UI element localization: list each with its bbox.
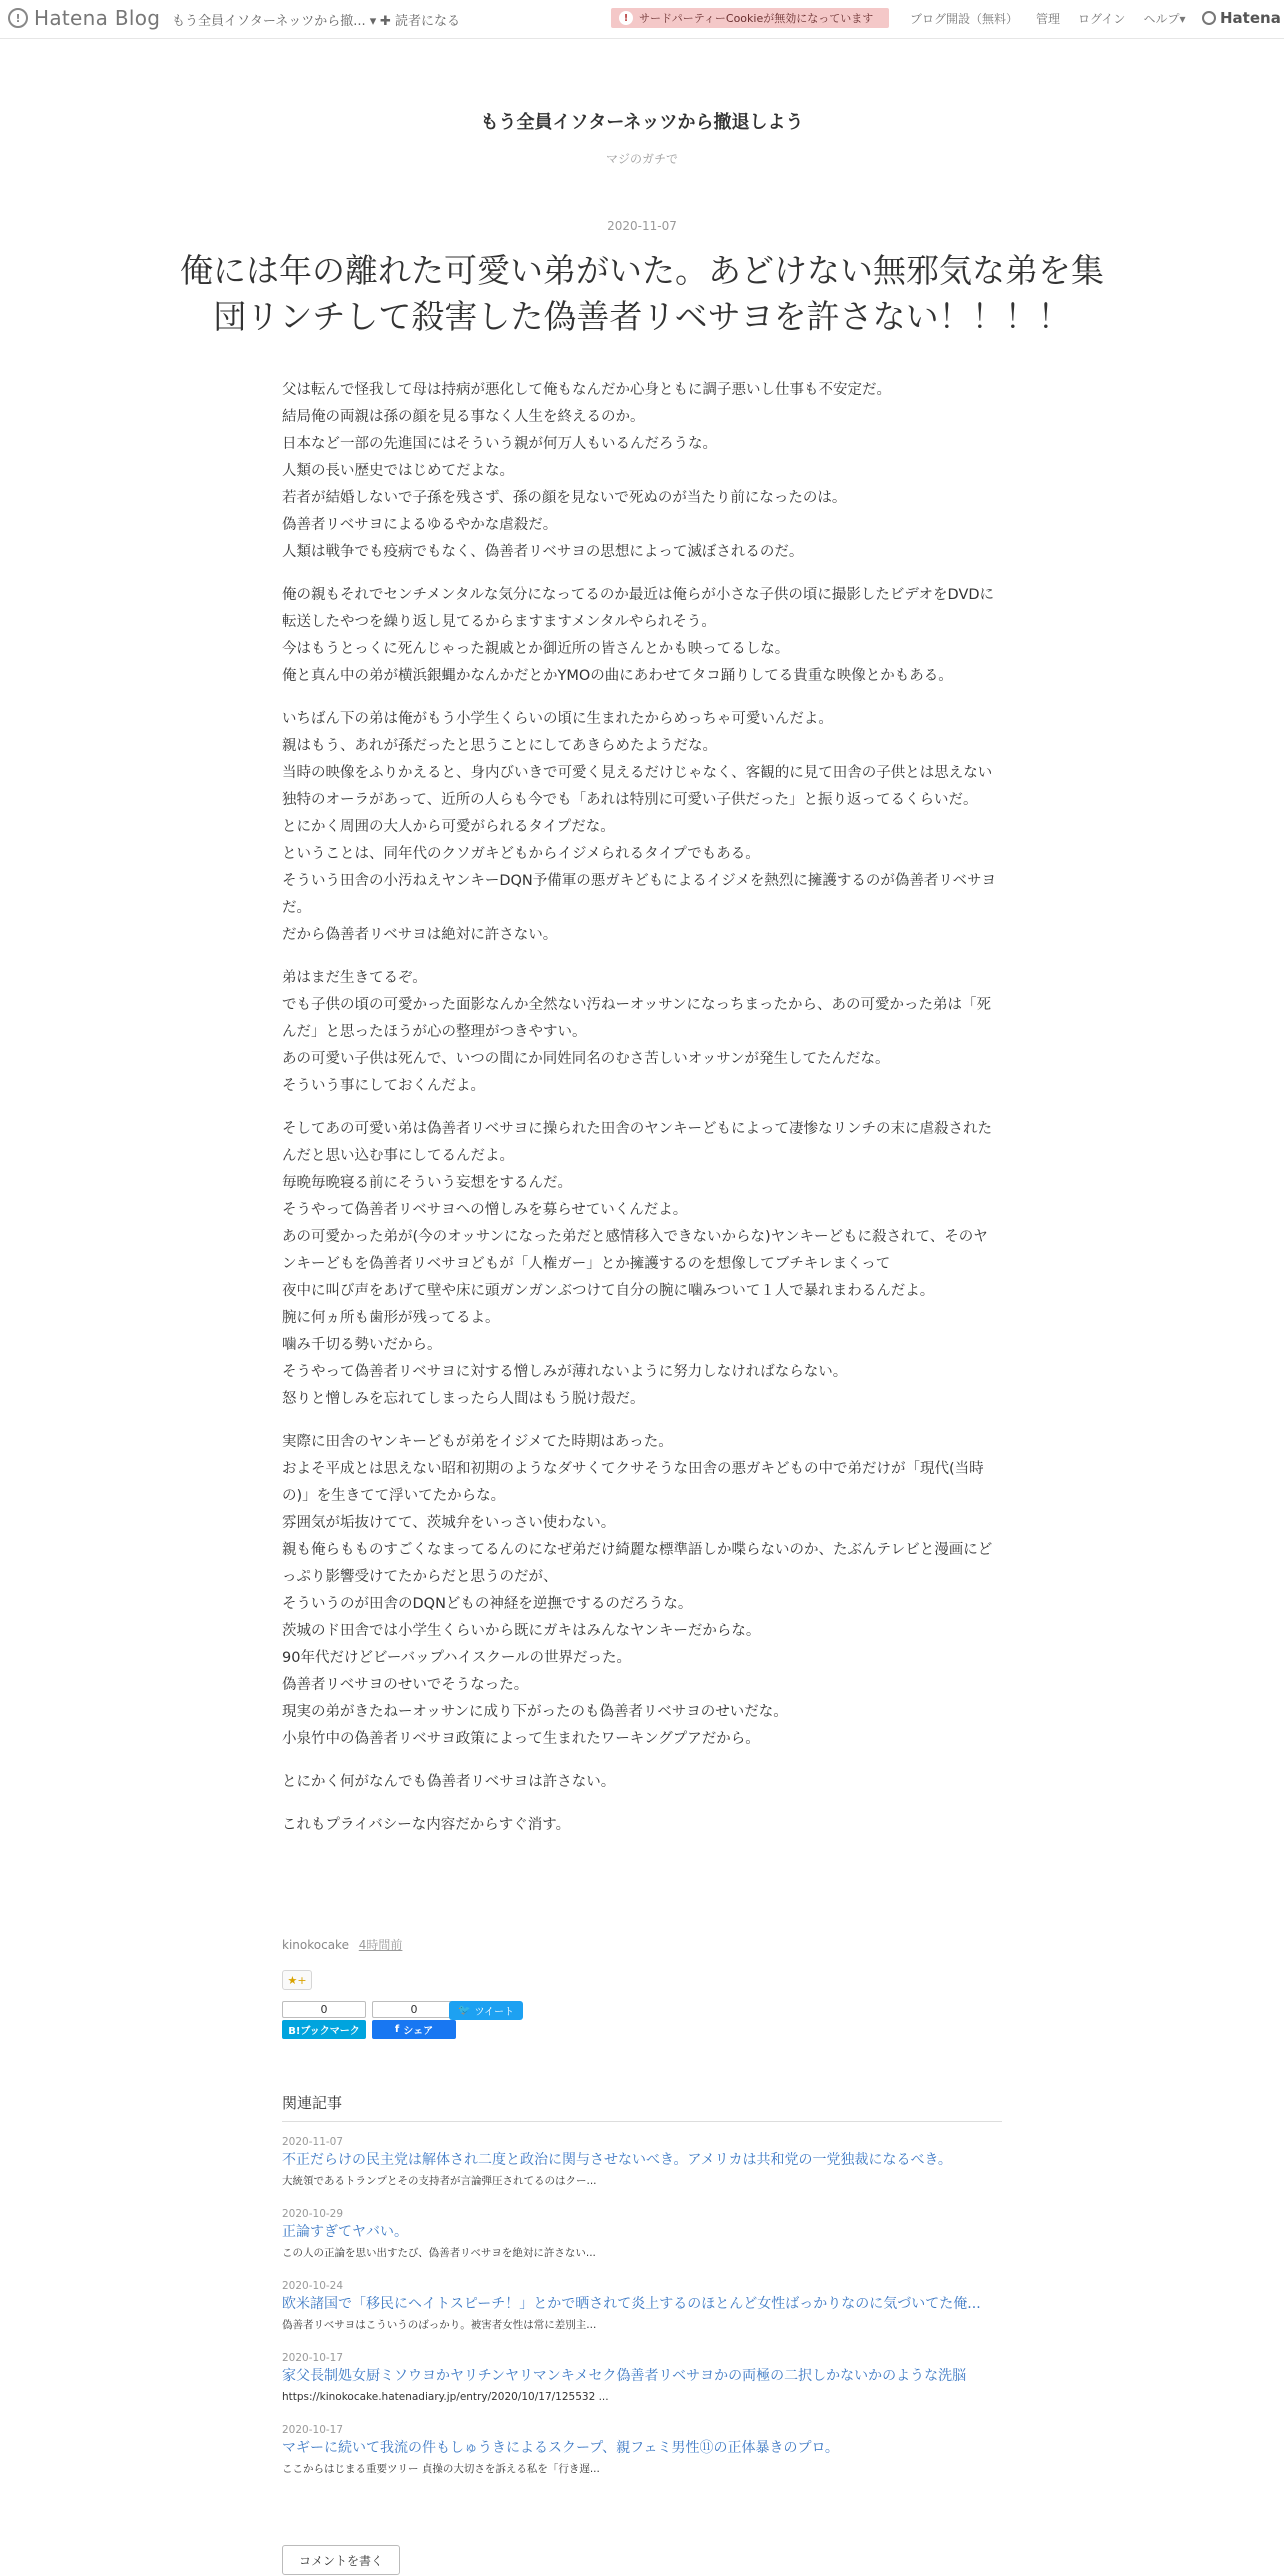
related-entry-date: 2020-10-24 [282, 2280, 344, 2292]
entry-line: 若者が結婚しないで子孫を残さず、孫の顔を見ないで死ぬのが当たり前になったのは。 [282, 490, 847, 506]
entry-line: 偽善者リベサヨのせいでそうなった。 [282, 1677, 529, 1693]
entry-line: そしてあの可愛い弟は偽善者リベサヨに操られた田舎のヤンキーどもによって凄惨なリンチの末に虐殺されたんだと思い込む事にしてるんだよ。 [282, 1121, 993, 1164]
entry-line: だから偽善者リベサヨは絶対に許さない。 [282, 927, 558, 943]
related-entry-snippet: ここからはじまる重要ツリー 貞操の大切さを訴える私を「行き遅... [282, 2463, 600, 2475]
entry-line: ということは、同年代のクソガキどもからイジメられるタイプでもある。 [282, 846, 760, 862]
entry-line: 実際に田舎のヤンキーどもが弟をイジメてた時期はあった。 [282, 1434, 673, 1450]
bookmark-button[interactable]: B!ブックマーク [282, 2020, 366, 2039]
related-entry-snippet: 偽善者リベサヨはこういうのばっかり。被害者女性は常に差別主... [282, 2319, 597, 2331]
caret-down-icon: ▾ [1179, 12, 1186, 26]
bookmark-count: 0 [282, 2001, 366, 2018]
entry-footer [282, 1936, 402, 1953]
related-entry [282, 2206, 1002, 2262]
blog-title[interactable]: もう全員イソターネッツから撤退しよう [480, 112, 804, 133]
entry-line: 偽善者リベサヨによるゆるやかな虐殺だ。 [282, 517, 558, 533]
related-entry [282, 2350, 1002, 2406]
entry-line: とにかく何がなんでも偽善者リベサヨは許さない。 [282, 1774, 616, 1790]
related-entry [282, 2134, 1002, 2190]
related-entry-date: 2020-10-17 [282, 2352, 344, 2364]
facebook-share [372, 2001, 456, 2039]
global-links [910, 10, 1185, 27]
hatena-blog-logo[interactable]: ! Hatena Blog [8, 6, 160, 30]
hatena-icon [1202, 11, 1216, 25]
related-entry-date: 2020-10-29 [282, 2208, 344, 2220]
entry-date[interactable]: 2020-11-07 [607, 219, 677, 233]
hatena-menu[interactable]: Hatena [1202, 9, 1281, 27]
blog-menu-dropdown[interactable]: もう全員イソターネッツから撤... ▾ [172, 14, 377, 29]
entry-line: 弟はまだ生きてるぞ。 [282, 970, 427, 986]
entry-paragraph [282, 1116, 1002, 1413]
author-link[interactable]: kinokocake [282, 1938, 349, 1952]
entry-paragraph [282, 965, 1002, 1100]
twitter-bird-icon: 🐦 [458, 2005, 471, 2016]
related-entries-list [282, 2134, 1002, 2494]
entry-line: これもプライバシーな内容だからすぐ消す。 [282, 1817, 571, 1833]
entry-line: でも子供の頃の可愛かった面影なんか全然ない汚ねーオッサンになっちまったから、あの可愛かった弟は「死んだ」と思ったほうが心の整理がつきやすい。 [282, 997, 992, 1040]
related-entry-date: 2020-11-07 [282, 2136, 344, 2148]
subscribe-button[interactable]: ✚ 読者になる [380, 14, 461, 29]
global-header [0, 0, 1284, 39]
entry-line: およそ平成とは思えない昭和初期のようなダサくてクサそうな田舎の悪ガキどもの中で弟だけが「現代(当時の)」を生きてて浮いてたからな。 [282, 1461, 984, 1504]
write-comment-button[interactable]: コメントを書く [282, 2545, 400, 2575]
related-entry-title[interactable]: 正論すぎてヤバい。 [282, 2224, 408, 2240]
related-entry-date: 2020-10-17 [282, 2424, 344, 2436]
cookie-notice[interactable]: ! サードパーティーCookieが無効になっています [611, 8, 889, 28]
entry-line: 腕に何ヵ所も歯形が残ってるよ。 [282, 1310, 500, 1326]
warning-icon: ! [619, 11, 633, 25]
entry-line: あの可愛い子供は死んで、いつの間にか同姓同名のむさ苦しいオッサンが発生してたんだな。 [282, 1051, 890, 1067]
related-entry-title[interactable]: 欧米諸国で「移民にヘイトスピーチ！」とかで晒されて炎上するのほとんど女性ばっかりなのに気づいてた俺... [282, 2296, 981, 2312]
caret-down-icon: ▾ [369, 14, 377, 29]
entry-paragraph [282, 1769, 1002, 1796]
facebook-count: 0 [372, 2001, 456, 2018]
entry-line: 当時の映像をふりかえると、身内びいきで可愛く見えるだけじゃなく、客観的に見て田舎の子供とは思えない独特のオーラがあって、近所の人らも今でも「あれは特別に可愛い子供だった」と振り返ってるくらいだ。 [282, 765, 993, 808]
entry-line: そういうのが田舎のDQNどもの神経を逆撫でするのだろうな。 [282, 1596, 693, 1612]
entry-line: いちばん下の弟は俺がもう小学生くらいの頃に生まれたからめっちゃ可愛いんだよ。 [282, 711, 833, 727]
entry-line: 小泉竹中の偽善者リベサヨ政策によって生まれたワーキングプアだから。 [282, 1731, 760, 1747]
blog-description: マジのガチで [605, 152, 678, 166]
related-entry-snippet: この人の正論を思い出すたび、偽善者リベサヨを絶対に許さない... [282, 2247, 596, 2259]
entry-line: 毎晩毎晩寝る前にそういう妄想をするんだ。 [282, 1175, 572, 1191]
entry-line: 夜中に叫び声をあげて壁や床に頭ガンガンぶつけて自分の腕に噛みついて１人で暴れまわるんだよ。 [282, 1283, 935, 1299]
entry-line: 今はもうとっくに死んじゃった親戚とか御近所の皆さんとかも映ってるしな。 [282, 641, 790, 657]
entry-line: 日本など一部の先進国にはそういう親が何万人もいるんだろうな。 [282, 436, 717, 452]
hatena-logo-icon: ! [8, 8, 28, 28]
admin-link[interactable]: 管理 [1036, 12, 1061, 26]
entry-line: 現実の弟がきたねーオッサンに成り下がったのも偽善者リベサヨのせいだな。 [282, 1704, 788, 1720]
entry-line: 俺と真ん中の弟が横浜銀蝿かなんかだとかYMOの曲にあわせてタコ踊りしてる貴重な映像とかもある。 [282, 668, 953, 684]
entry-line: そうやって偽善者リベサヨへの憎しみを募らせていくんだよ。 [282, 1202, 688, 1218]
entry-line: 結局俺の両親は孫の顔を見る事なく人生を終えるのか。 [282, 409, 645, 425]
entry-paragraph [282, 582, 1002, 690]
login-link[interactable]: ログイン [1078, 12, 1126, 26]
entry-paragraph [282, 706, 1002, 949]
entry-line: 雰囲気が垢抜けてて、茨城弁をいっさい使わない。 [282, 1515, 616, 1531]
add-star-button[interactable]: ★+ [282, 1970, 312, 1990]
related-entry-title[interactable]: 家父長制処女厨ミソウヨかヤリチンヤリマンキメセク偽善者リベサヨかの両極の二択しかないかのような洗脳 [282, 2368, 967, 2384]
entry-content [282, 377, 1002, 1855]
facebook-icon: f [394, 2024, 400, 2035]
entry-line: 人類の長い歴史ではじめてだよな。 [282, 463, 514, 479]
entry-line: 茨城のド田舎では小学生くらいから既にガキはみんなヤンキーだからな。 [282, 1623, 761, 1639]
entry-line: そういう田舎の小汚ねえヤンキーDQN予備軍の悪ガキどもによるイジメを熱烈に擁護するのが偽善者リベサヨだ。 [282, 873, 997, 916]
related-entry [282, 2422, 1002, 2478]
related-entry-title[interactable]: 不正だらけの民主党は解体され二度と政治に関与させないべき。アメリカは共和党の一党独裁になるべき。 [282, 2152, 952, 2168]
related-entry-snippet: https://kinokocake.hatenadiary.jp/entry/2020/10/17/125532 ... [282, 2391, 609, 2403]
open-blog-link[interactable]: ブログ開設（無料） [910, 12, 1019, 26]
related-entries-heading: 関連記事 [282, 2092, 1002, 2122]
entry-line: 噛み千切る勢いだから。 [282, 1337, 442, 1353]
plus-icon: ✚ [380, 14, 391, 29]
entry-line: 父は転んで怪我して母は持病が悪化して俺もなんだか心身ともに調子悪いし仕事も不安定だ。 [282, 382, 891, 398]
entry-line: そうやって偽善者リベサヨに対する憎しみが薄れないように努力しなければならない。 [282, 1364, 848, 1380]
related-entry [282, 2278, 1002, 2334]
entry-paragraph [282, 1429, 1002, 1753]
hatena-bookmark-share [282, 2001, 366, 2039]
related-entry-snippet: 大統領であるトランプとその支持者が言論弾圧されてるのはクー... [282, 2175, 597, 2187]
entry-line: 親も俺らもものすごくなまってるんのになぜ弟だけ綺麗な標準語しか喋らないのか、たぶんテレビと漫画にどっぷり影響受けてたからだと思うのだが、 [282, 1542, 993, 1585]
entry-line: 親はもう、あれが孫だったと思うことにしてあきらめたようだな。 [282, 738, 717, 754]
entry-title[interactable]: 俺には年の離れた可愛い弟がいた。あどけない無邪気な弟を集団リンチして殺害した偽善者リベサヨを許さない！！！！ [180, 251, 1104, 336]
tweet-button[interactable]: 🐦 ツイート [449, 2001, 523, 2020]
entry-line: そういう事にしておくんだよ。 [282, 1078, 485, 1094]
entry-time-link[interactable]: 4時間前 [358, 1938, 403, 1952]
related-entry-title[interactable]: マギーに続いて我流の件もしゅうきによるスクープ、親フェミ男性⑪の正体暴きのプロ。 [282, 2440, 839, 2456]
entry-line: 怒りと憎しみを忘れてしまったら人間はもう脱け殻だ。 [282, 1391, 645, 1407]
entry-paragraph [282, 1812, 1002, 1839]
entry-line: 俺の親もそれでセンチメンタルな気分になってるのか最近は俺らが小さな子供の頃に撮影したビデオをDVDに転送したやつを繰り返し見てるからますますメンタルやられそう。 [282, 587, 995, 630]
entry-line: あの可愛かった弟が(今のオッサンになった弟だと感情移入できないからな)ヤンキーどもに殺されて、そのヤンキーどもを偽善者リベサヨどもが「人権ガー」とか擁護するのを想像してブチキレまくって [282, 1229, 988, 1272]
facebook-share-button[interactable]: f シェア [372, 2020, 456, 2039]
entry-line: 人類は戦争でも疫病でもなく、偽善者リベサヨの思想によって滅ぼされるのだ。 [282, 544, 804, 560]
help-menu[interactable]: ヘルプ▾ [1143, 12, 1186, 26]
entry-line: とにかく周囲の大人から可愛がられるタイプだな。 [282, 819, 615, 835]
entry-line: 90年代だけどビーバップハイスクールの世界だった。 [282, 1650, 632, 1666]
entry-paragraph [282, 377, 1002, 566]
